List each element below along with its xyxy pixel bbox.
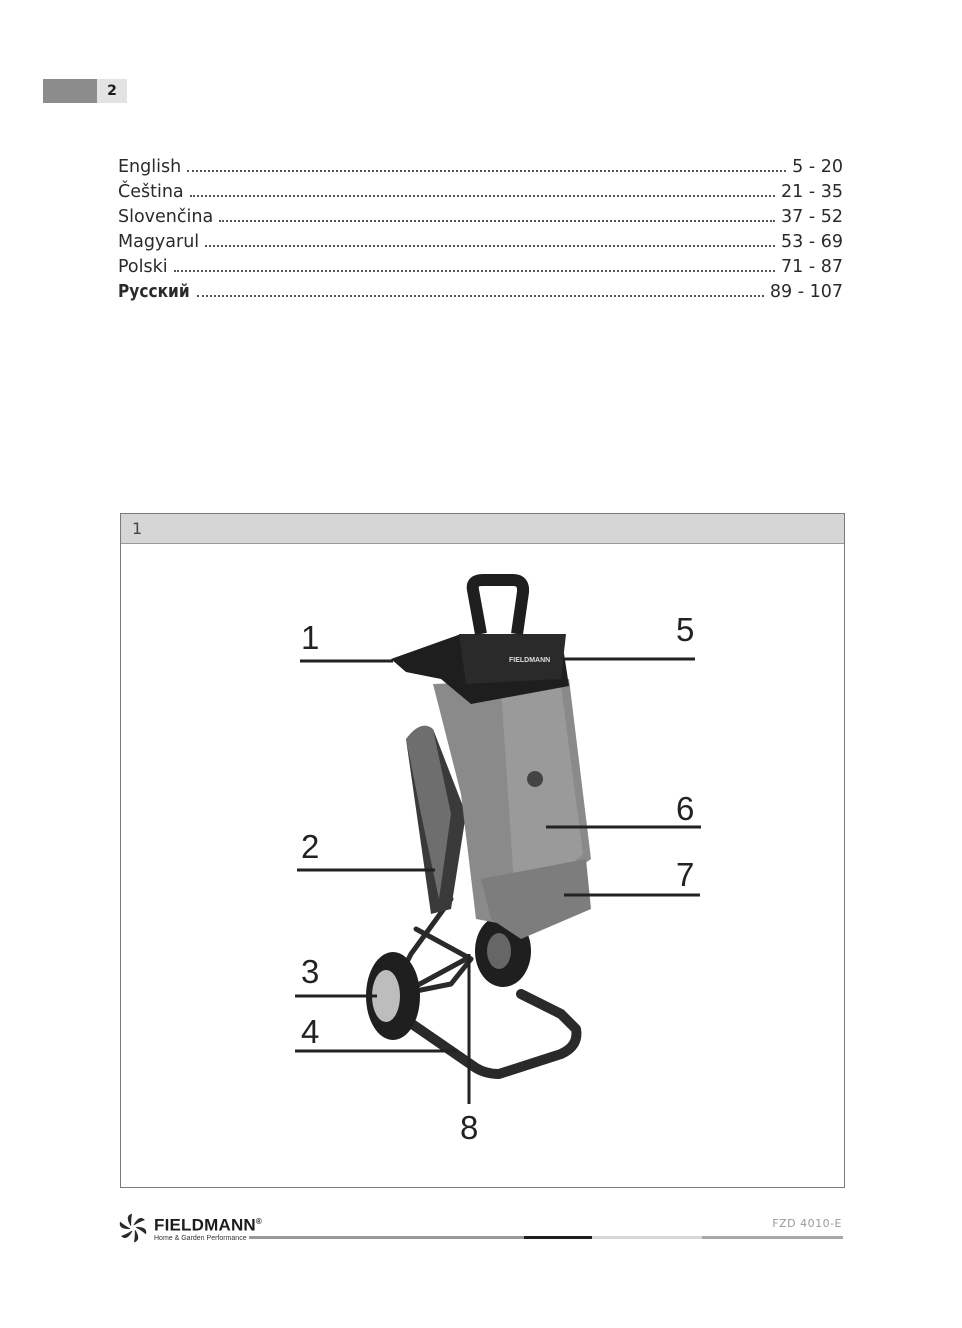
table-of-contents — [118, 157, 843, 307]
registered-mark: ® — [255, 1217, 263, 1227]
callout-7: 7 — [676, 856, 695, 893]
toc-language: Magyarul — [118, 232, 200, 252]
lid-brand-label: FIELDMANN — [509, 657, 551, 664]
brand-tagline: Home & Garden Performance — [154, 1234, 247, 1242]
footer-rule-segment — [702, 1236, 843, 1239]
callout-2: 2 — [301, 828, 320, 865]
footer-rule-segment — [592, 1236, 702, 1239]
fieldmann-logo — [118, 1213, 262, 1243]
fieldmann-fan-icon — [118, 1213, 148, 1243]
carry-handle[interactable] — [473, 580, 523, 634]
toc-pages: 89 - 107 — [769, 282, 843, 302]
brand-name: FIELDMANN — [154, 1215, 256, 1235]
toc-leader — [219, 220, 775, 222]
toc-leader — [197, 295, 763, 297]
toc-entry-slovak[interactable] — [118, 207, 843, 232]
footer-rule-segment — [524, 1236, 592, 1239]
callout-5: 5 — [676, 611, 695, 648]
figure-1-frame — [120, 513, 845, 1188]
toc-language: Slovenčina — [118, 207, 214, 227]
callout-8: 8 — [460, 1109, 479, 1146]
page-tab-bar — [43, 79, 97, 103]
toc-leader — [174, 270, 775, 272]
page-number: 2 — [97, 79, 127, 103]
page-number-tab — [43, 79, 127, 103]
figure-number: 1 — [121, 514, 844, 544]
toc-pages: 5 - 20 — [792, 157, 843, 177]
toc-language: Русский — [118, 282, 190, 302]
toc-pages: 53 - 69 — [781, 232, 843, 252]
hopper-body — [406, 679, 591, 939]
shredder-illustration — [121, 514, 844, 1187]
model-number: FZD 4010-E — [772, 1217, 842, 1230]
toc-leader — [187, 170, 786, 172]
fan-logo-icon — [527, 771, 543, 787]
callout-1: 1 — [301, 619, 320, 656]
callout-3: 3 — [301, 953, 320, 990]
toc-language: Polski — [118, 257, 168, 277]
toc-language: English — [118, 157, 182, 177]
callout-6: 6 — [676, 790, 695, 827]
toc-entry-czech[interactable] — [118, 182, 843, 207]
callout-4: 4 — [301, 1013, 320, 1050]
toc-pages: 71 - 87 — [781, 257, 843, 277]
toc-leader — [205, 245, 775, 247]
toc-entry-russian[interactable] — [118, 282, 843, 307]
toc-entry-hungarian[interactable] — [118, 232, 843, 257]
toc-entry-english[interactable] — [118, 157, 843, 182]
toc-pages: 37 - 52 — [781, 207, 843, 227]
footer-rule-segment — [249, 1236, 524, 1239]
toc-leader — [190, 195, 775, 197]
toc-entry-polish[interactable] — [118, 257, 843, 282]
toc-pages: 21 - 35 — [781, 182, 843, 202]
toc-language: Čeština — [118, 182, 184, 202]
